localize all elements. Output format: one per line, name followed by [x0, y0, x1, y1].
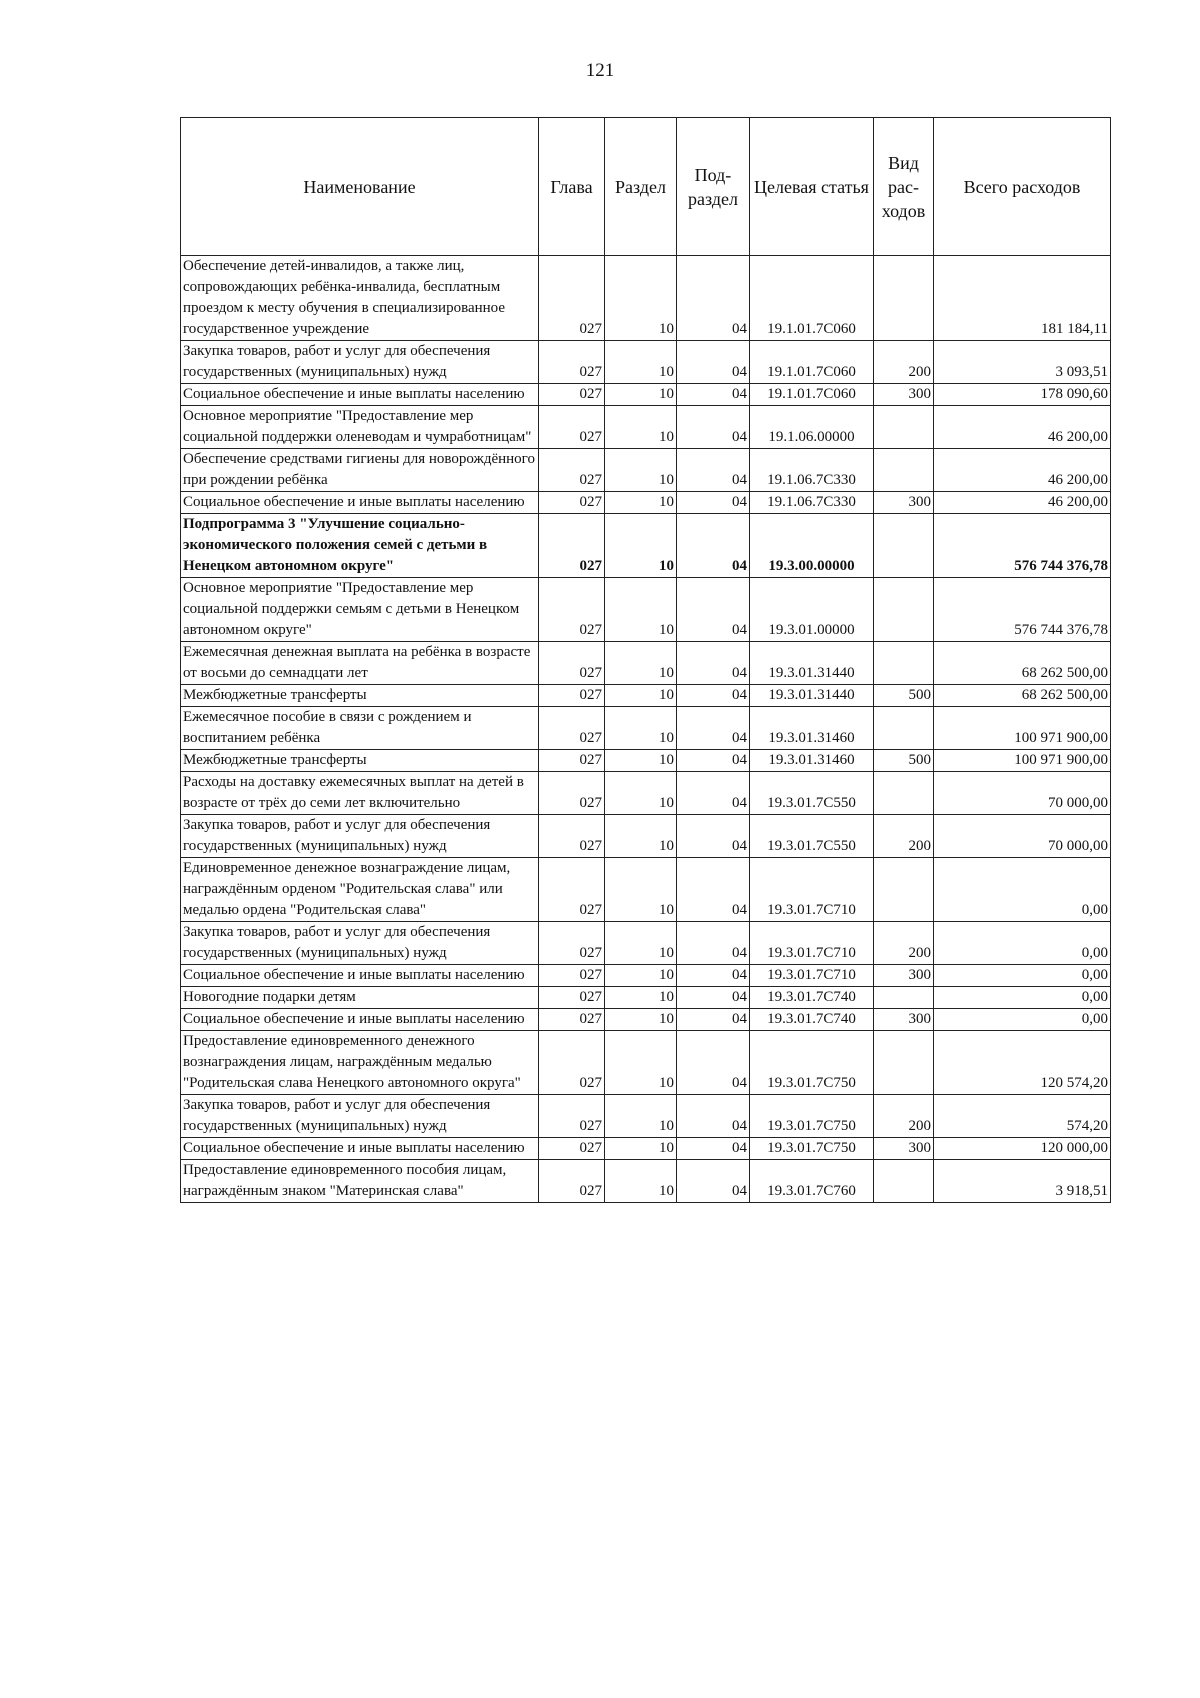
cell-vid: 200: [874, 341, 934, 384]
cell-total: 68 262 500,00: [934, 685, 1111, 707]
cell-podrazdel: 04: [677, 1009, 750, 1031]
table-row: [181, 1009, 1111, 1031]
cell-name: Межбюджетные трансферты: [181, 685, 539, 707]
cell-glava: 027: [539, 578, 605, 642]
cell-total: 0,00: [934, 965, 1111, 987]
cell-vid: [874, 772, 934, 815]
table-row: [181, 707, 1111, 750]
cell-razdel: 10: [605, 406, 677, 449]
cell-glava: 027: [539, 858, 605, 922]
cell-total: 0,00: [934, 858, 1111, 922]
cell-razdel: 10: [605, 707, 677, 750]
cell-name: Социальное обеспечение и иные выплаты населению: [181, 384, 539, 406]
cell-statya: 19.3.01.7С550: [750, 772, 874, 815]
cell-podrazdel: 04: [677, 707, 750, 750]
cell-total: 70 000,00: [934, 772, 1111, 815]
cell-podrazdel: 04: [677, 815, 750, 858]
cell-name: Социальное обеспечение и иные выплаты населению: [181, 1138, 539, 1160]
cell-statya: 19.3.01.7С740: [750, 987, 874, 1009]
cell-glava: 027: [539, 1031, 605, 1095]
cell-glava: 027: [539, 922, 605, 965]
cell-podrazdel: 04: [677, 750, 750, 772]
cell-total: 46 200,00: [934, 406, 1111, 449]
cell-vid: 300: [874, 384, 934, 406]
cell-statya: 19.3.01.7С750: [750, 1138, 874, 1160]
cell-glava: 027: [539, 406, 605, 449]
cell-glava: 027: [539, 815, 605, 858]
cell-podrazdel: 04: [677, 965, 750, 987]
cell-vid: 500: [874, 685, 934, 707]
cell-statya: 19.3.01.31460: [750, 750, 874, 772]
table-row: [181, 492, 1111, 514]
table-row: [181, 256, 1111, 341]
header-podrazdel: Под-раздел: [677, 118, 750, 256]
cell-podrazdel: 04: [677, 685, 750, 707]
cell-glava: 027: [539, 514, 605, 578]
table-row: [181, 922, 1111, 965]
cell-total: 100 971 900,00: [934, 750, 1111, 772]
header-statya: Целевая статья: [750, 118, 874, 256]
cell-name: Ежемесячное пособие в связи с рождением и воспитанием ребёнка: [181, 707, 539, 750]
cell-glava: 027: [539, 1138, 605, 1160]
cell-name: Социальное обеспечение и иные выплаты населению: [181, 965, 539, 987]
cell-glava: 027: [539, 492, 605, 514]
cell-name: Расходы на доставку ежемесячных выплат на детей в возрасте от трёх до семи лет включительно: [181, 772, 539, 815]
cell-name: Подпрограмма 3 "Улучшение социально-экономического положения семей с детьми в Ненецком автономном округе": [181, 514, 539, 578]
cell-name: Предоставление единовременного пособия лицам, награждённым знаком "Материнская слава": [181, 1160, 539, 1203]
budget-table: [180, 117, 1111, 1203]
cell-razdel: 10: [605, 384, 677, 406]
table-row: [181, 449, 1111, 492]
cell-podrazdel: 04: [677, 449, 750, 492]
cell-razdel: 10: [605, 987, 677, 1009]
cell-statya: 19.1.01.7С060: [750, 384, 874, 406]
cell-statya: 19.3.01.31440: [750, 642, 874, 685]
cell-razdel: 10: [605, 772, 677, 815]
page-number: 121: [585, 60, 615, 81]
cell-razdel: 10: [605, 750, 677, 772]
cell-glava: 027: [539, 987, 605, 1009]
cell-razdel: 10: [605, 858, 677, 922]
cell-vid: 200: [874, 922, 934, 965]
cell-vid: [874, 987, 934, 1009]
cell-statya: 19.3.01.7С740: [750, 1009, 874, 1031]
cell-vid: 300: [874, 1009, 934, 1031]
table-row: [181, 965, 1111, 987]
cell-statya: 19.1.06.00000: [750, 406, 874, 449]
cell-razdel: 10: [605, 685, 677, 707]
cell-razdel: 10: [605, 1138, 677, 1160]
table-row: [181, 341, 1111, 384]
cell-name: Межбюджетные трансферты: [181, 750, 539, 772]
table-row: [181, 750, 1111, 772]
cell-total: 100 971 900,00: [934, 707, 1111, 750]
cell-vid: [874, 858, 934, 922]
cell-podrazdel: 04: [677, 341, 750, 384]
cell-total: 68 262 500,00: [934, 642, 1111, 685]
table-row: [181, 384, 1111, 406]
cell-name: Обеспечение средствами гигиены для новорождённого при рождении ребёнка: [181, 449, 539, 492]
cell-podrazdel: 04: [677, 384, 750, 406]
cell-glava: 027: [539, 707, 605, 750]
cell-name: Закупка товаров, работ и услуг для обеспечения государственных (муниципальных) нужд: [181, 1095, 539, 1138]
cell-razdel: 10: [605, 449, 677, 492]
cell-podrazdel: 04: [677, 1138, 750, 1160]
cell-vid: [874, 256, 934, 341]
cell-vid: [874, 1031, 934, 1095]
cell-vid: [874, 642, 934, 685]
table-row: [181, 1031, 1111, 1095]
header-vid: Вид рас-ходов: [874, 118, 934, 256]
table-body: [181, 256, 1111, 1203]
table-row: [181, 685, 1111, 707]
cell-name: Обеспечение детей-инвалидов, а также лиц, сопровождающих ребёнка-инвалида, бесплатным проездом к месту обучения в специализированное государственное учреждение: [181, 256, 539, 341]
cell-total: 46 200,00: [934, 449, 1111, 492]
cell-podrazdel: 04: [677, 514, 750, 578]
cell-razdel: 10: [605, 578, 677, 642]
cell-name: Единовременное денежное вознаграждение лицам, награждённым орденом "Родительская слава" или медалью ордена "Родительская слава": [181, 858, 539, 922]
table-row: [181, 642, 1111, 685]
cell-statya: 19.3.00.00000: [750, 514, 874, 578]
cell-razdel: 10: [605, 514, 677, 578]
cell-total: 576 744 376,78: [934, 578, 1111, 642]
cell-podrazdel: 04: [677, 987, 750, 1009]
table-row: [181, 578, 1111, 642]
cell-statya: 19.1.06.7С330: [750, 449, 874, 492]
table-row: [181, 815, 1111, 858]
cell-name: Ежемесячная денежная выплата на ребёнка в возрасте от восьми до семнадцати лет: [181, 642, 539, 685]
cell-name: Закупка товаров, работ и услуг для обеспечения государственных (муниципальных) нужд: [181, 815, 539, 858]
cell-statya: 19.3.01.7С710: [750, 922, 874, 965]
cell-podrazdel: 04: [677, 1031, 750, 1095]
cell-podrazdel: 04: [677, 772, 750, 815]
cell-razdel: 10: [605, 922, 677, 965]
cell-glava: 027: [539, 449, 605, 492]
cell-podrazdel: 04: [677, 406, 750, 449]
cell-total: 181 184,11: [934, 256, 1111, 341]
table-row: [181, 1138, 1111, 1160]
cell-razdel: 10: [605, 965, 677, 987]
cell-name: Социальное обеспечение и иные выплаты населению: [181, 1009, 539, 1031]
cell-vid: 300: [874, 1138, 934, 1160]
cell-glava: 027: [539, 256, 605, 341]
cell-razdel: 10: [605, 815, 677, 858]
cell-total: 3 093,51: [934, 341, 1111, 384]
cell-name: Предоставление единовременного денежного вознаграждения лицам, награждённым медалью "Родительская слава Ненецкого автономного округа": [181, 1031, 539, 1095]
cell-statya: 19.1.06.7С330: [750, 492, 874, 514]
cell-vid: [874, 449, 934, 492]
cell-vid: 200: [874, 815, 934, 858]
table-row: [181, 987, 1111, 1009]
header-glava: Глава: [539, 118, 605, 256]
cell-statya: 19.3.01.7С760: [750, 1160, 874, 1203]
cell-glava: 027: [539, 965, 605, 987]
table-row: [181, 772, 1111, 815]
cell-podrazdel: 04: [677, 578, 750, 642]
cell-total: 120 000,00: [934, 1138, 1111, 1160]
cell-statya: 19.3.01.7С550: [750, 815, 874, 858]
cell-name: Социальное обеспечение и иные выплаты населению: [181, 492, 539, 514]
cell-vid: [874, 406, 934, 449]
cell-podrazdel: 04: [677, 922, 750, 965]
cell-glava: 027: [539, 685, 605, 707]
cell-vid: 300: [874, 492, 934, 514]
cell-total: 576 744 376,78: [934, 514, 1111, 578]
cell-razdel: 10: [605, 1160, 677, 1203]
cell-vid: 200: [874, 1095, 934, 1138]
cell-total: 120 574,20: [934, 1031, 1111, 1095]
header-total: Всего расходов: [934, 118, 1111, 256]
cell-statya: 19.1.01.7С060: [750, 256, 874, 341]
cell-total: 0,00: [934, 987, 1111, 1009]
cell-razdel: 10: [605, 1009, 677, 1031]
table-row: [181, 514, 1111, 578]
cell-razdel: 10: [605, 256, 677, 341]
header-name: Наименование: [181, 118, 539, 256]
cell-vid: [874, 514, 934, 578]
cell-glava: 027: [539, 1160, 605, 1203]
cell-name: Новогодние подарки детям: [181, 987, 539, 1009]
cell-glava: 027: [539, 642, 605, 685]
cell-razdel: 10: [605, 1031, 677, 1095]
table-row: [181, 858, 1111, 922]
cell-total: 574,20: [934, 1095, 1111, 1138]
cell-vid: [874, 707, 934, 750]
cell-vid: 500: [874, 750, 934, 772]
cell-name: Закупка товаров, работ и услуг для обеспечения государственных (муниципальных) нужд: [181, 341, 539, 384]
cell-podrazdel: 04: [677, 642, 750, 685]
cell-name: Закупка товаров, работ и услуг для обеспечения государственных (муниципальных) нужд: [181, 922, 539, 965]
cell-total: 46 200,00: [934, 492, 1111, 514]
cell-podrazdel: 04: [677, 1160, 750, 1203]
cell-statya: 19.1.01.7С060: [750, 341, 874, 384]
cell-name: Основное мероприятие "Предоставление мер социальной поддержки семьям с детьми в Ненецком автономном округе": [181, 578, 539, 642]
cell-razdel: 10: [605, 642, 677, 685]
cell-statya: 19.3.01.7С710: [750, 965, 874, 987]
cell-total: 0,00: [934, 1009, 1111, 1031]
cell-podrazdel: 04: [677, 1095, 750, 1138]
cell-vid: [874, 1160, 934, 1203]
cell-glava: 027: [539, 772, 605, 815]
cell-podrazdel: 04: [677, 256, 750, 341]
cell-statya: 19.3.01.7С710: [750, 858, 874, 922]
cell-glava: 027: [539, 384, 605, 406]
cell-total: 0,00: [934, 922, 1111, 965]
cell-total: 178 090,60: [934, 384, 1111, 406]
cell-glava: 027: [539, 1095, 605, 1138]
cell-statya: 19.3.01.31440: [750, 685, 874, 707]
cell-razdel: 10: [605, 341, 677, 384]
cell-statya: 19.3.01.7С750: [750, 1031, 874, 1095]
cell-vid: [874, 578, 934, 642]
table-row: [181, 1095, 1111, 1138]
cell-razdel: 10: [605, 1095, 677, 1138]
cell-glava: 027: [539, 750, 605, 772]
cell-podrazdel: 04: [677, 492, 750, 514]
cell-vid: 300: [874, 965, 934, 987]
cell-statya: 19.3.01.7С750: [750, 1095, 874, 1138]
cell-name: Основное мероприятие "Предоставление мер социальной поддержки оленеводам и чумработницам": [181, 406, 539, 449]
cell-total: 70 000,00: [934, 815, 1111, 858]
cell-podrazdel: 04: [677, 858, 750, 922]
cell-statya: 19.3.01.00000: [750, 578, 874, 642]
table-row: [181, 1160, 1111, 1203]
cell-glava: 027: [539, 341, 605, 384]
header-razdel: Раздел: [605, 118, 677, 256]
cell-glava: 027: [539, 1009, 605, 1031]
table-row: [181, 406, 1111, 449]
cell-razdel: 10: [605, 492, 677, 514]
cell-statya: 19.3.01.31460: [750, 707, 874, 750]
cell-total: 3 918,51: [934, 1160, 1111, 1203]
header-row: [181, 118, 1111, 256]
